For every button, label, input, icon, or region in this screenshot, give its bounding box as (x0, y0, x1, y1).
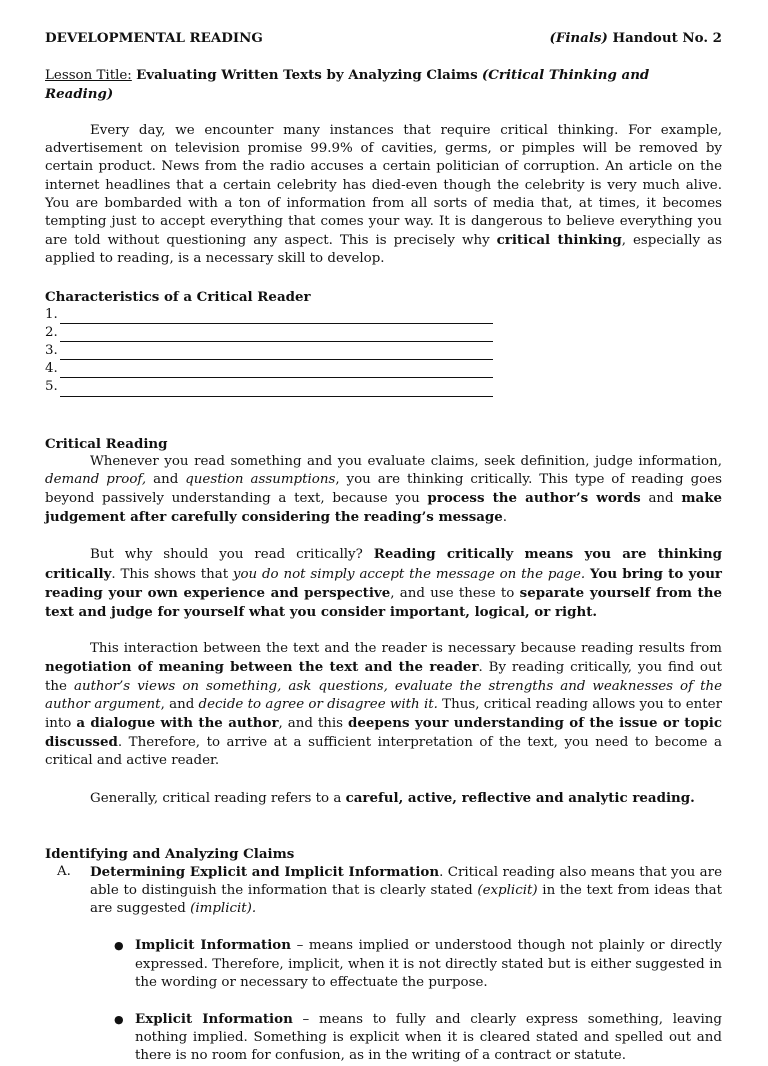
blank-row: 3. (45, 342, 722, 360)
critical-reading-paragraph-1: Whenever you read something and you evaluate claims, seek definition, judge information, demand proof, and question assumptions, you are thinking critically. This type of reading goes beyond passively understanding a text, because you process the author’s words and make judgement after carefully considering the reading’s message. (45, 453, 722, 526)
answer-blank[interactable] (60, 346, 493, 360)
claims-list (45, 863, 722, 919)
handout-number (549, 29, 722, 47)
claims-heading: Identifying and Analyzing Claims (45, 845, 295, 862)
list-item (90, 1010, 722, 1066)
blank-row: 5. (45, 378, 722, 396)
answer-blank[interactable] (60, 310, 493, 324)
document-header (45, 29, 722, 47)
implicit-definition: Implicit Information – means implied or understood though not plainly or directly expressed. Therefore, implicit, when it is not directly stated but is either suggested in the wording or necessary to effectuate the purpose. (135, 937, 722, 990)
critical-reading-heading: Critical Reading (45, 435, 168, 452)
lesson-subtitle: (Critical Thinking and Reading) (45, 67, 650, 102)
list-item (45, 863, 722, 919)
answer-blank[interactable] (60, 383, 493, 397)
critical-reading-paragraph-4: Generally, critical reading refers to a careful, active, reflective and analytic reading. (90, 789, 695, 806)
intro-paragraph: Every day, we encounter many instances that require critical thinking. For example, advertisement on television promise 99.9% of cavities, germs, or pimples will be removed by certain product. News from the radio accuses a certain politician of corruption. An article on the internet headlines that a certain celebrity has died-even though the celebrity is very much alive. You are bombarded with a ton of information from all sorts of media that, at times, it becomes tempting just to accept everything that comes your way. It is dangerous to believe everything you are told without questioning any aspect. This is precisely why critical thinking, especially as applied to reading, is a necessary skill to develop. (45, 123, 722, 267)
list-item (90, 936, 722, 992)
lesson-title-label: Lesson Title: (45, 68, 132, 83)
list-marker: A. (57, 863, 71, 879)
bullet-icon: ● (114, 1013, 124, 1027)
lesson-title (45, 66, 722, 104)
course-title: DEVELOPMENTAL READING (45, 30, 263, 46)
characteristics-heading: Characteristics of a Critical Reader (45, 288, 311, 305)
bullet-icon: ● (114, 939, 124, 953)
critical-reading-paragraph-3: This interaction between the text and the reader is necessary because reading results from negotiation of meaning between the text and the reader. By reading critically, you find out the author’s views on something, ask questions, evaluate the strengths and weaknesses of the author argument, and decide to agree or disagree with it. Thus, critical reading allows you to enter into a dialogue with the author, and this deepens your understanding of the issue or topic discussed. Therefore, to arrive at a sufficient interpretation of the text, you need to become a critical and active reader. (45, 641, 723, 769)
lesson-title-text: Evaluating Written Texts by Analyzing Claims (136, 67, 478, 83)
answer-blank[interactable] (60, 328, 493, 342)
blank-row: 1. (45, 306, 722, 324)
explicit-definition: Explicit Information – means to fully and clearly express something, leaving nothing implied. Something is explicit when it is cleared stated and spelled out and there is no room for confusion, as in the writing of a contract or statute. (135, 1011, 722, 1064)
information-bullets (45, 936, 722, 1065)
finals-label: (Finals) (549, 30, 608, 46)
handout-label: Handout No. 2 (612, 30, 722, 46)
critical-reading-paragraph-2: But why should you read critically? Reading critically means you are thinking critically. This shows that you do not simply accept the message on the page. You bring to your reading your own experience and perspective, and use these to separate yourself from the text and judge for yourself what you consider important, logical, or right. (45, 546, 723, 620)
characteristics-list (45, 306, 722, 397)
answer-blank[interactable] (60, 364, 493, 378)
blank-row: 2. (45, 324, 722, 342)
explicit-implicit-paragraph: Determining Explicit and Implicit Information. Critical reading also means that you are able to distinguish the information that is clearly stated (explicit) in the text from ideas that are suggested (implicit). (90, 863, 722, 917)
blank-row: 4. (45, 360, 722, 378)
